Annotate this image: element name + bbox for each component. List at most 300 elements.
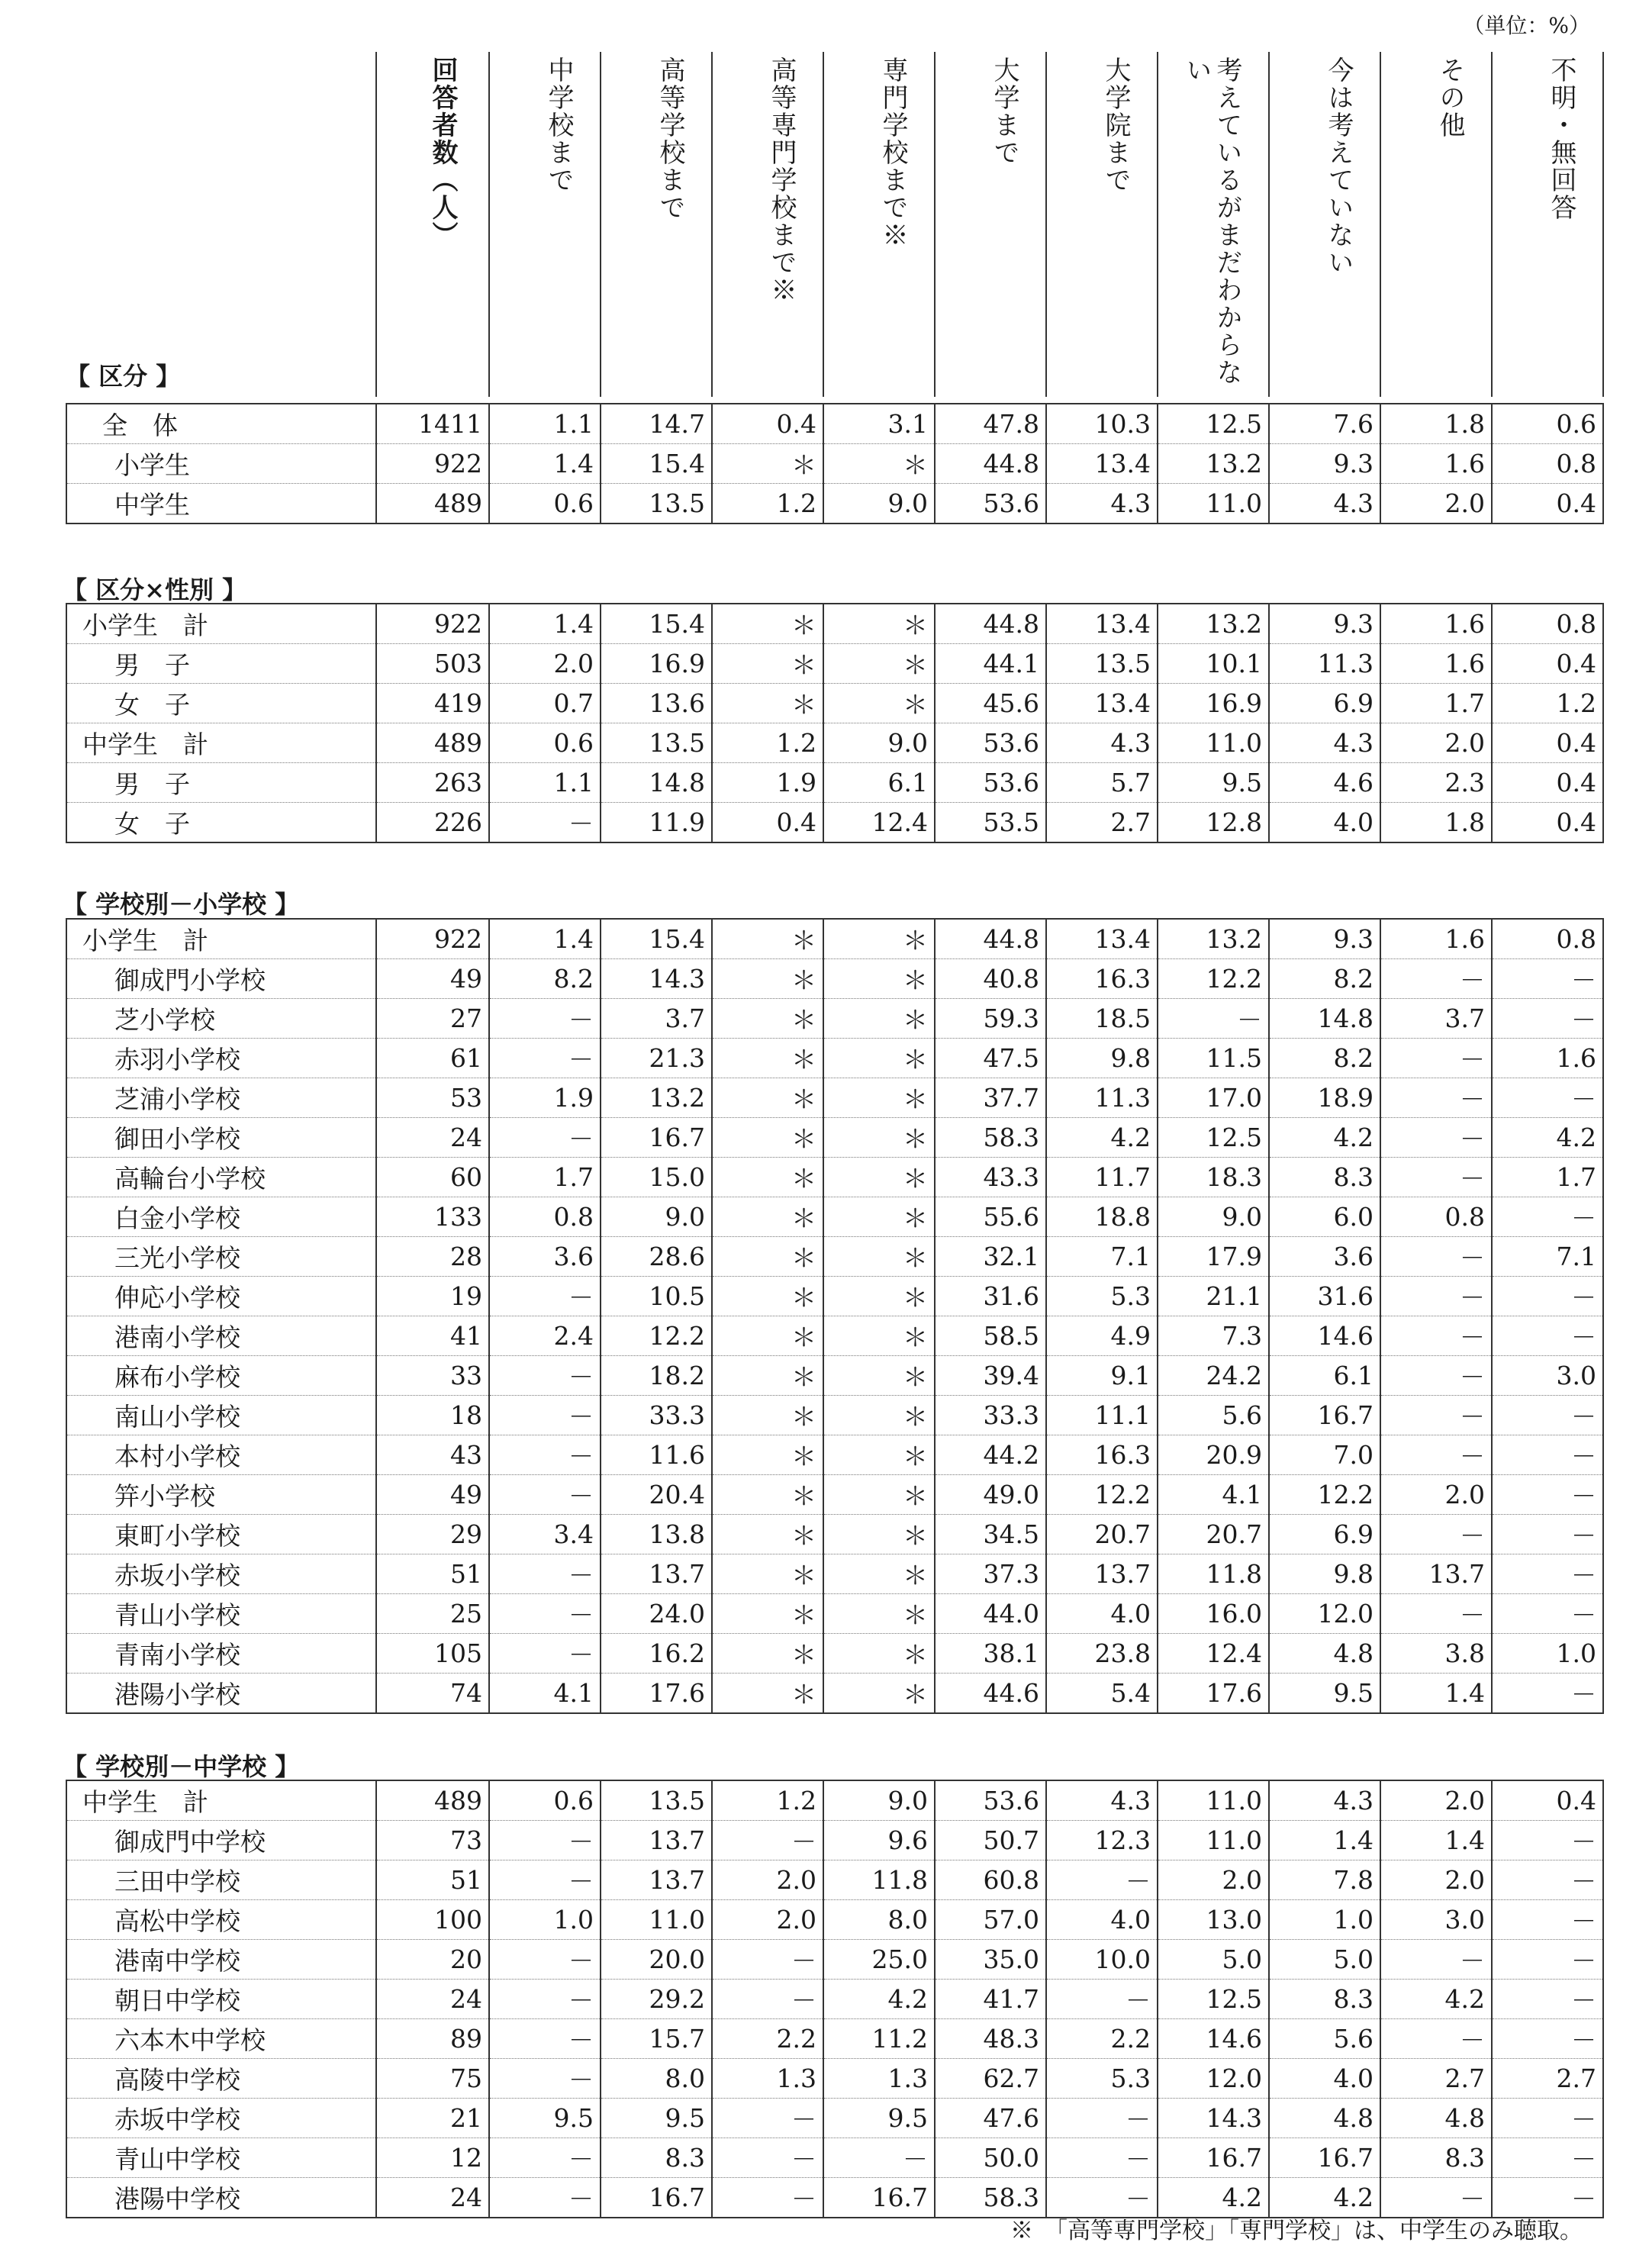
percentage-cell: ＊ [823,1078,935,1118]
percentage-cell: 13.6 [601,684,712,723]
row-label: 笄小学校 [66,1475,376,1515]
percentage-cell: 1.6 [1380,444,1492,484]
percentage-cell: 16.9 [1158,684,1269,723]
percentage-cell: 6.0 [1269,1197,1380,1237]
percentage-cell: 4.8 [1269,2099,1380,2138]
percentage-cell: － [489,2178,601,2218]
percentage-cell: 13.7 [1046,1554,1158,1594]
row-label: 小学生 計 [66,919,376,959]
percentage-cell: 5.6 [1158,1396,1269,1435]
percentage-cell: 44.8 [935,919,1046,959]
table-row [66,1435,1603,1475]
percentage-cell: 9.0 [823,1780,935,1821]
percentage-cell: 0.4 [1492,644,1603,684]
row-label: 青南小学校 [66,1634,376,1674]
percentage-cell: ＊ [823,1118,935,1158]
table-row [66,1860,1603,1900]
respondent-count: 41 [376,1316,489,1356]
percentage-cell: 7.1 [1046,1237,1158,1277]
table-row [66,1554,1603,1594]
percentage-cell: 16.0 [1158,1594,1269,1634]
percentage-cell: 13.7 [601,1860,712,1900]
percentage-cell: 0.6 [1492,404,1603,444]
section-table-3 [66,1780,1604,2218]
percentage-cell: ＊ [712,604,823,644]
percentage-cell: 1.2 [712,484,823,524]
percentage-cell: 5.4 [1046,1674,1158,1714]
percentage-cell: 2.7 [1046,803,1158,843]
percentage-cell: 8.3 [1269,1980,1380,2019]
percentage-cell: 1.4 [1380,1821,1492,1860]
header-col-6 [1045,52,1157,397]
percentage-cell: 15.7 [601,2019,712,2059]
header-text-6: 大学院まで [1100,56,1131,194]
percentage-cell: 16.2 [601,1634,712,1674]
row-label: 麻布小学校 [66,1356,376,1396]
header-col-2 [600,52,711,397]
header-text-7: 考えているがまだわからない [1181,56,1242,386]
percentage-cell: 9.0 [823,723,935,763]
percentage-cell: 20.7 [1158,1515,1269,1554]
percentage-cell: 16.7 [1269,2138,1380,2178]
percentage-cell: ＊ [712,959,823,999]
percentage-cell: 8.0 [601,2059,712,2099]
row-label: 高輪台小学校 [66,1158,376,1197]
percentage-cell: 1.2 [712,723,823,763]
percentage-cell: － [489,1356,601,1396]
percentage-cell: 13.4 [1046,919,1158,959]
percentage-cell: ＊ [712,444,823,484]
table-row [66,644,1603,684]
percentage-cell: 2.2 [1046,2019,1158,2059]
percentage-cell: 3.8 [1380,1634,1492,1674]
respondent-count: 263 [376,763,489,803]
percentage-cell: 12.8 [1158,803,1269,843]
header-text-1: 中学校まで [543,56,574,194]
row-label: 三光小学校 [66,1237,376,1277]
respondent-count: 28 [376,1237,489,1277]
percentage-cell: － [712,2138,823,2178]
percentage-cell: 1.2 [1492,684,1603,723]
respondent-count: 73 [376,1821,489,1860]
respondent-count: 49 [376,959,489,999]
percentage-cell: 4.3 [1046,484,1158,524]
percentage-cell: 1.8 [1380,803,1492,843]
percentage-cell: 5.3 [1046,1277,1158,1316]
percentage-cell: ＊ [823,1396,935,1435]
percentage-cell: 53.5 [935,803,1046,843]
section-table-2 [66,918,1604,1714]
percentage-cell: 4.3 [1269,1780,1380,1821]
percentage-cell: 2.4 [489,1316,601,1356]
percentage-cell: 21.1 [1158,1277,1269,1316]
table-row [66,723,1603,763]
row-label: 青山中学校 [66,2138,376,2178]
percentage-cell: 9.3 [1269,444,1380,484]
respondent-count: 43 [376,1435,489,1475]
percentage-cell: 33.3 [601,1396,712,1435]
header-text-2: 高等学校まで [655,56,685,221]
percentage-cell: ＊ [823,1356,935,1396]
percentage-cell: 58.3 [935,1118,1046,1158]
percentage-cell: 11.3 [1269,644,1380,684]
percentage-cell: － [1380,1078,1492,1118]
percentage-cell: 14.6 [1269,1316,1380,1356]
percentage-cell: 12.3 [1046,1821,1158,1860]
percentage-cell: － [1046,2178,1158,2218]
row-label: 高松中学校 [66,1900,376,1940]
percentage-cell: 17.6 [601,1674,712,1714]
percentage-cell: 2.7 [1492,2059,1603,2099]
percentage-cell: 13.7 [601,1821,712,1860]
percentage-cell: 37.7 [935,1078,1046,1118]
row-label: 港陽中学校 [114,2184,240,2214]
percentage-cell: 4.3 [1046,1780,1158,1821]
percentage-cell: － [1492,999,1603,1039]
percentage-cell: ＊ [712,1396,823,1435]
percentage-cell: － [1492,2138,1603,2178]
percentage-cell: 44.6 [935,1674,1046,1714]
percentage-cell: 58.3 [935,2178,1046,2218]
row-label: 伸応小学校 [66,1277,376,1316]
header-col-9 [1380,52,1491,397]
percentage-cell: 53.6 [935,723,1046,763]
percentage-cell: 0.6 [489,484,601,524]
percentage-cell: 34.5 [935,1515,1046,1554]
percentage-cell: 1.4 [1269,1821,1380,1860]
percentage-cell: 0.8 [1492,604,1603,644]
percentage-cell: 2.0 [1380,723,1492,763]
percentage-cell: 6.1 [823,763,935,803]
table-row [66,1118,1603,1158]
row-label: 女 子 [114,809,190,839]
percentage-cell: 12.5 [1158,404,1269,444]
row-label: 港南中学校 [66,1940,376,1980]
table-row [66,763,1603,803]
percentage-cell: － [1492,1396,1603,1435]
percentage-cell: 32.1 [935,1237,1046,1277]
percentage-cell: 13.5 [601,723,712,763]
table-row [66,1237,1603,1277]
percentage-cell: ＊ [823,1634,935,1674]
table-row [66,404,1603,444]
percentage-cell: 3.7 [601,999,712,1039]
percentage-cell: 0.4 [1492,763,1603,803]
percentage-cell: － [1046,2099,1158,2138]
respondent-count: 922 [376,919,489,959]
percentage-cell: － [1492,2099,1603,2138]
percentage-cell: 9.0 [823,484,935,524]
percentage-cell: 12.2 [1269,1475,1380,1515]
percentage-cell: 47.6 [935,2099,1046,2138]
section-table-1 [66,603,1604,843]
table-row [66,1634,1603,1674]
percentage-cell: 58.5 [935,1316,1046,1356]
percentage-cell: － [1492,1554,1603,1594]
percentage-cell: 7.3 [1158,1316,1269,1356]
row-label: 青山小学校 [66,1594,376,1634]
percentage-cell: 13.2 [1158,604,1269,644]
table-row [66,2138,1603,2178]
respondent-count: 21 [376,2099,489,2138]
percentage-cell: 20.7 [1046,1515,1158,1554]
percentage-cell: ＊ [823,604,935,644]
percentage-cell: 14.8 [1269,999,1380,1039]
header-col-8 [1268,52,1380,397]
percentage-cell: 1.4 [489,604,601,644]
percentage-cell: 15.4 [601,604,712,644]
percentage-cell: 6.9 [1269,1515,1380,1554]
percentage-cell: 8.3 [1380,2138,1492,2178]
header-text-8: 今は考えていない [1323,56,1354,276]
percentage-cell: 60.8 [935,1860,1046,1900]
percentage-cell: 48.3 [935,2019,1046,2059]
header-text-9: その他 [1435,56,1465,139]
percentage-cell: 11.1 [1046,1396,1158,1435]
percentage-cell: 12.2 [1158,959,1269,999]
header-text-0: 回答者数（人） [427,56,458,249]
percentage-cell: 6.1 [1269,1356,1380,1396]
percentage-cell: － [489,1039,601,1078]
row-label: 小学生 [66,444,376,484]
percentage-cell: 4.8 [1380,2099,1492,2138]
percentage-cell: 11.0 [1158,484,1269,524]
percentage-cell: 13.5 [1046,644,1158,684]
percentage-cell: ＊ [823,684,935,723]
percentage-cell: 14.3 [601,959,712,999]
percentage-cell: 44.8 [935,444,1046,484]
row-label: 男 子 [66,644,376,684]
row-label: 朝日中学校 [66,1980,376,2019]
percentage-cell: － [1046,2138,1158,2178]
percentage-cell: ＊ [712,1435,823,1475]
respondent-count: 489 [376,723,489,763]
row-label: 赤坂中学校 [66,2099,376,2138]
percentage-cell: 2.0 [1158,1860,1269,1900]
respondent-count: 100 [376,1900,489,1940]
percentage-cell: － [489,1118,601,1158]
percentage-cell: ＊ [712,1237,823,1277]
footnote: ※ 「高等専門学校」「専門学校」は、中学生のみ聴取。 [1010,2218,1583,2244]
percentage-cell: － [712,1980,823,2019]
percentage-cell: 17.6 [1158,1674,1269,1714]
header-col-10 [1491,52,1604,397]
table-row [66,484,1603,524]
percentage-cell: 18.8 [1046,1197,1158,1237]
percentage-cell: 0.8 [1380,1197,1492,1237]
percentage-cell: 20.9 [1158,1435,1269,1475]
percentage-cell: 13.4 [1046,604,1158,644]
percentage-cell: － [712,1821,823,1860]
percentage-cell: 15.4 [601,444,712,484]
table-row [66,1475,1603,1515]
percentage-cell: 4.1 [1158,1475,1269,1515]
percentage-cell: 13.5 [601,1780,712,1821]
row-label: 御成門小学校 [66,959,376,999]
percentage-cell: 10.5 [601,1277,712,1316]
percentage-cell: 29.2 [601,1980,712,2019]
percentage-cell: 1.7 [1492,1158,1603,1197]
respondent-count: 24 [376,1118,489,1158]
percentage-cell: － [1380,1515,1492,1554]
percentage-cell: ＊ [712,1634,823,1674]
table-row [66,999,1603,1039]
table-row [66,604,1603,644]
percentage-cell: 14.8 [601,763,712,803]
table-row [66,2178,1603,2218]
percentage-cell: 11.6 [601,1435,712,1475]
table-row [66,1277,1603,1316]
table-row [66,919,1603,959]
percentage-cell: 4.2 [1269,2178,1380,2218]
percentage-cell: 13.0 [1158,1900,1269,1940]
respondent-count: 105 [376,1634,489,1674]
percentage-cell: － [1380,1435,1492,1475]
respondent-count: 1411 [376,404,489,444]
row-label: 中学生 計 [66,1780,376,1821]
percentage-cell: 14.3 [1158,2099,1269,2138]
percentage-cell: 12.2 [601,1316,712,1356]
percentage-cell: 13.2 [1158,919,1269,959]
percentage-cell: 12.2 [1046,1475,1158,1515]
percentage-cell: 15.0 [601,1158,712,1197]
percentage-cell: ＊ [823,1475,935,1515]
unit-label: （単位：%） [1463,13,1590,38]
percentage-cell: ＊ [823,1197,935,1237]
percentage-cell: － [712,2099,823,2138]
percentage-cell: 24.2 [1158,1356,1269,1396]
header-col-4 [823,52,934,397]
percentage-cell: 5.0 [1269,1940,1380,1980]
percentage-cell: 1.9 [712,763,823,803]
row-label: 中学生 [114,490,190,520]
percentage-cell: 11.0 [1158,1821,1269,1860]
percentage-cell: － [1492,1078,1603,1118]
percentage-cell: ＊ [712,1356,823,1396]
percentage-cell: － [1380,2178,1492,2218]
row-label: 赤坂小学校 [66,1554,376,1594]
percentage-cell: 59.3 [935,999,1046,1039]
percentage-cell: 13.7 [1380,1554,1492,1594]
percentage-cell: 13.5 [601,484,712,524]
respondent-count: 74 [376,1674,489,1714]
percentage-cell: ＊ [823,919,935,959]
percentage-cell: 3.0 [1380,1900,1492,1940]
percentage-cell: 11.5 [1158,1039,1269,1078]
respondent-count: 503 [376,644,489,684]
percentage-cell: － [1492,1940,1603,1980]
percentage-cell: － [1380,1396,1492,1435]
percentage-cell: 53.6 [935,1780,1046,1821]
percentage-cell: － [1380,959,1492,999]
percentage-cell: 9.5 [823,2099,935,2138]
percentage-cell: 50.0 [935,2138,1046,2178]
percentage-cell: 4.2 [823,1980,935,2019]
respondent-count: 49 [376,1475,489,1515]
percentage-cell: 18.5 [1046,999,1158,1039]
percentage-cell: － [1380,1356,1492,1396]
percentage-cell: 47.8 [935,404,1046,444]
percentage-cell: 16.7 [1269,1396,1380,1435]
respondent-count: 75 [376,2059,489,2099]
percentage-cell: 1.0 [1492,1634,1603,1674]
percentage-cell: 0.4 [712,404,823,444]
percentage-cell: 11.2 [823,2019,935,2059]
percentage-cell: ＊ [712,644,823,684]
percentage-cell: 4.3 [1269,484,1380,524]
percentage-cell: － [1492,1900,1603,1940]
percentage-cell: － [1046,1860,1158,1900]
percentage-cell: 11.0 [1158,1780,1269,1821]
percentage-cell: － [489,1277,601,1316]
percentage-cell: 8.2 [1269,959,1380,999]
percentage-cell: 6.9 [1269,684,1380,723]
percentage-cell: ＊ [712,1475,823,1515]
percentage-cell: ＊ [712,1316,823,1356]
percentage-cell: ＊ [823,959,935,999]
percentage-cell: 9.8 [1269,1554,1380,1594]
percentage-cell: 4.9 [1046,1316,1158,1356]
percentage-cell: 1.7 [489,1158,601,1197]
row-label: 港南小学校 [66,1316,376,1356]
table-row [66,1078,1603,1118]
respondent-count: 29 [376,1515,489,1554]
table-row [66,1900,1603,1940]
percentage-cell: 11.0 [601,1900,712,1940]
percentage-cell: 4.3 [1046,723,1158,763]
section-label-0: 【 区分 】 [66,362,181,391]
percentage-cell: 1.1 [489,404,601,444]
percentage-cell: 9.3 [1269,604,1380,644]
percentage-cell: 1.7 [1380,684,1492,723]
percentage-cell: 0.8 [1492,444,1603,484]
percentage-cell: ＊ [712,1674,823,1714]
percentage-cell: 2.0 [1380,1475,1492,1515]
percentage-cell: 16.7 [823,2178,935,2218]
percentage-cell: － [489,999,601,1039]
row-label: 御田小学校 [66,1118,376,1158]
percentage-cell: 4.0 [1046,1594,1158,1634]
percentage-cell: 5.7 [1046,763,1158,803]
respondent-count: 51 [376,1860,489,1900]
table-row [66,684,1603,723]
percentage-cell: 55.6 [935,1197,1046,1237]
percentage-cell: 9.0 [601,1197,712,1237]
percentage-cell: 1.0 [1269,1900,1380,1940]
percentage-cell: 11.9 [601,803,712,843]
respondent-count: 226 [376,803,489,843]
row-label: 全 体 [66,404,376,444]
row-label: 男 子 [66,763,376,803]
percentage-cell: 16.3 [1046,1435,1158,1475]
percentage-cell: 33.3 [935,1396,1046,1435]
percentage-cell: ＊ [823,1594,935,1634]
row-label: 中学生 計 [66,723,376,763]
percentage-cell: ＊ [823,1237,935,1277]
percentage-cell: 12.0 [1158,2059,1269,2099]
percentage-cell: 1.9 [489,1078,601,1118]
percentage-cell: 2.2 [712,2019,823,2059]
respondent-count: 419 [376,684,489,723]
respondent-count: 18 [376,1396,489,1435]
percentage-cell: 0.4 [1492,484,1603,524]
percentage-cell: 11.0 [1158,723,1269,763]
percentage-cell: 28.6 [601,1237,712,1277]
percentage-cell: 1.3 [823,2059,935,2099]
percentage-cell: ＊ [823,1435,935,1475]
percentage-cell: 0.6 [489,723,601,763]
percentage-cell: 44.0 [935,1594,1046,1634]
